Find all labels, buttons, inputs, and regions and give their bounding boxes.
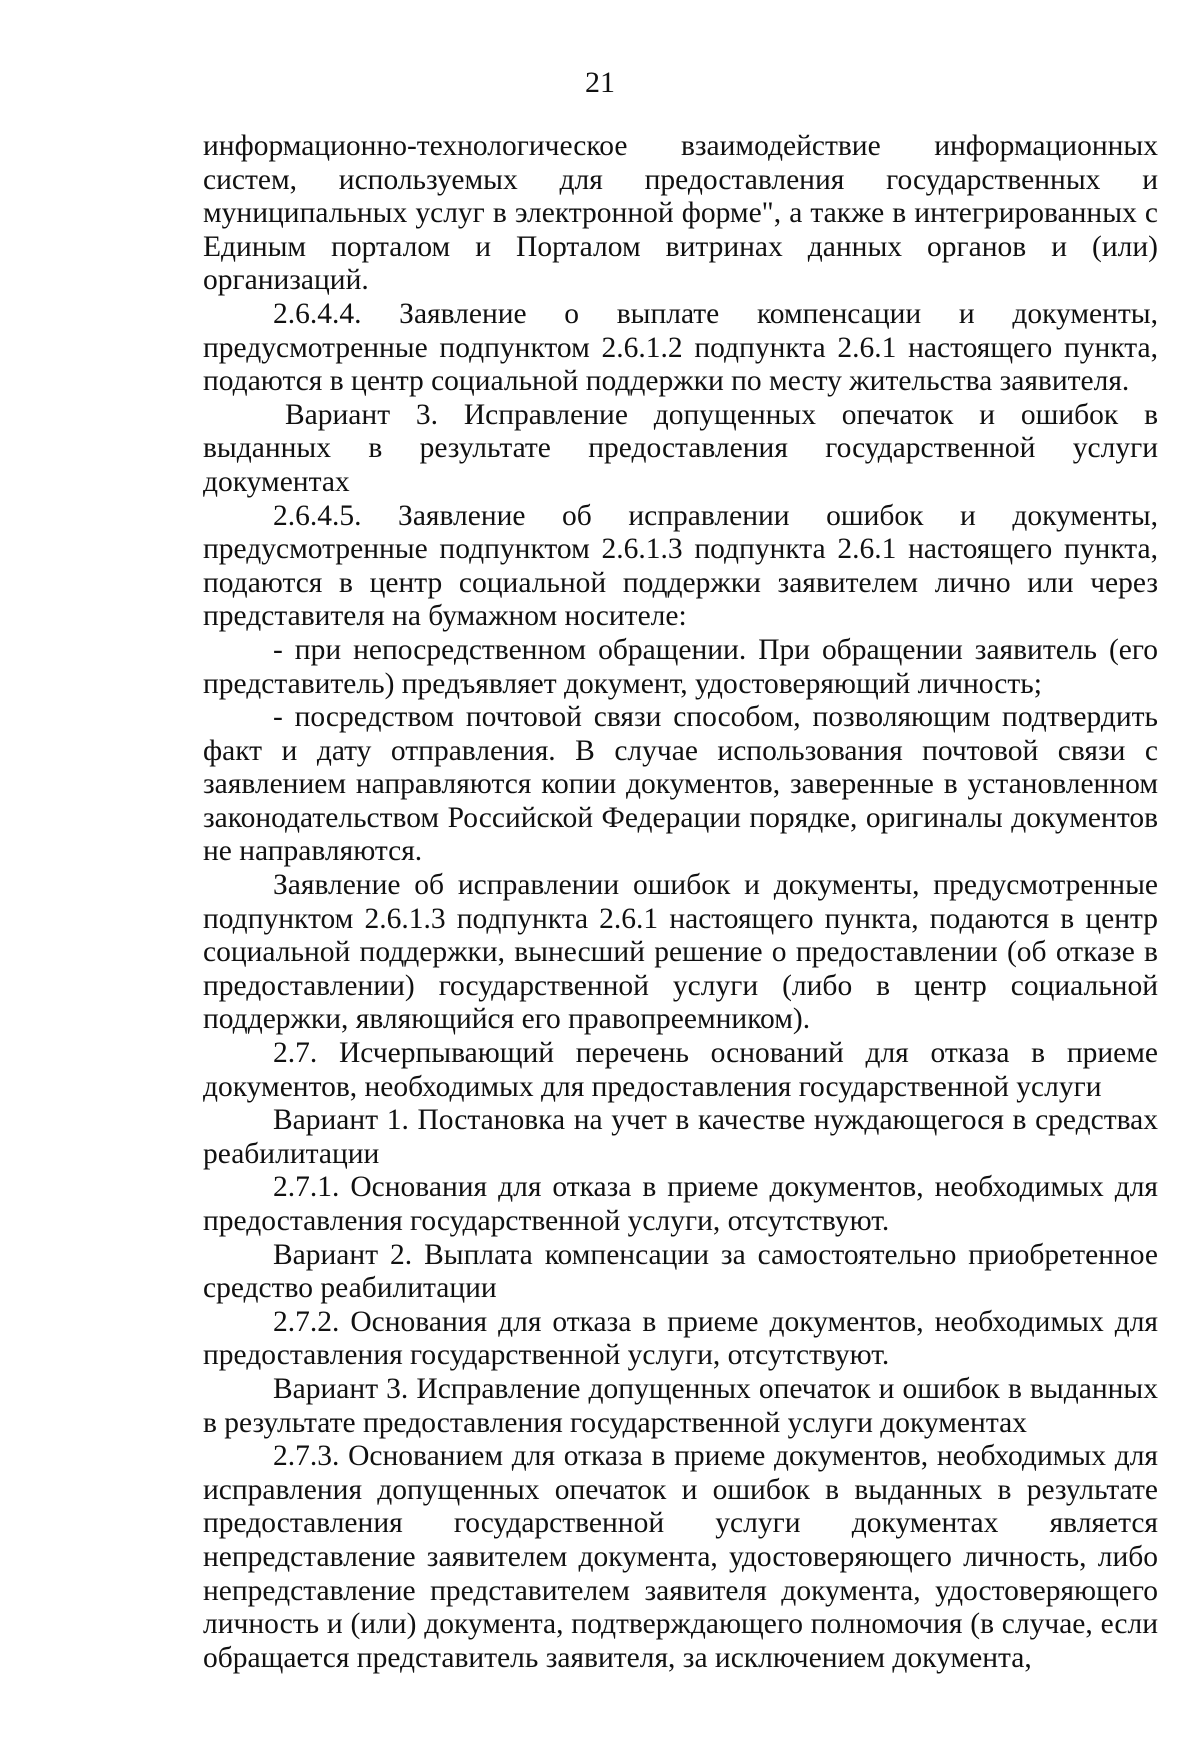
paragraph: Вариант 3. Исправление допущенных опечаток и ошибок в выданных в результате предоставления государственной услуги документах [203,1372,1158,1439]
paragraph: Заявление об исправлении ошибок и документы, предусмотренные подпунктом 2.6.1.3 подпункта 2.6.1 настоящего пункта, подаются в центр социальной поддержки, вынесший решение о предоставлении (об отказе в предоставлении) государственной услуги (либо в центр социальной поддержки, являющийся его правопреемником). [203,869,1158,1036]
document-body [203,130,1158,1675]
paragraph: 2.7. Исчерпывающий перечень оснований для отказа в приеме документов, необходимых для предоставления государственной услуги [203,1037,1158,1103]
paragraph: 2.7.2. Основания для отказа в приеме документов, необходимых для предоставления государственной услуги, отсутствуют. [203,1305,1158,1372]
paragraph: 2.6.4.4. Заявление о выплате компенсации и документы, предусмотренные подпунктом 2.6.1.2 подпункта 2.6.1 настоящего пункта, подаются в центр социальной поддержки по месту жительства заявителя. [203,297,1158,398]
paragraph: 2.7.1. Основания для отказа в приеме документов, необходимых для предоставления государственной услуги, отсутствуют. [203,1171,1158,1237]
page-number: 21 [585,66,615,99]
paragraph: - посредством почтовой связи способом, позволяющим подтвердить факт и дату отправления. В случае использования почтовой связи с заявлением направляются копии документов, заверенные в установленном законодательством Российской Федерации порядке, оригиналы документов не направляются. [203,701,1158,868]
paragraph: информационно-технологическое взаимодействие информационных систем, используемых для предоставления государственных и муниципальных услуг в электронной форме", а также в интегрированных с Единым порталом и Порталом витринах данных органов и (или) организаций. [203,130,1158,297]
paragraph: Вариант 1. Постановка на учет в качестве нуждающегося в средствах реабилитации [203,1104,1158,1170]
paragraph: - при непосредственном обращении. При обращении заявитель (его представитель) предъявляет документ, удостоверяющий личность; [203,633,1158,700]
paragraph: 2.6.4.5. Заявление об исправлении ошибок и документы, предусмотренные подпунктом 2.6.1.3 подпункта 2.6.1 настоящего пункта, подаются в центр социальной поддержки заявителем лично или через представителя на бумажном носителе: [203,499,1158,633]
paragraph: Вариант 2. Выплата компенсации за самостоятельно приобретенное средство реабилитации [203,1238,1158,1305]
paragraph: Вариант 3. Исправление допущенных опечаток и ошибок в выданных в результате предоставления государственной услуги документах [203,398,1158,498]
paragraph: 2.7.3. Основанием для отказа в приеме документов, необходимых для исправления допущенных опечаток и ошибок в выданных в результате предоставления государственной услуги документах является непредставление заявителем документа, удостоверяющего личность, либо непредставление представителем заявителя документа, удостоверяющего личность и (или) документа, подтверждающего полномочия (в случае, если обращается представитель заявителя, за исключением документа, [203,1440,1158,1674]
